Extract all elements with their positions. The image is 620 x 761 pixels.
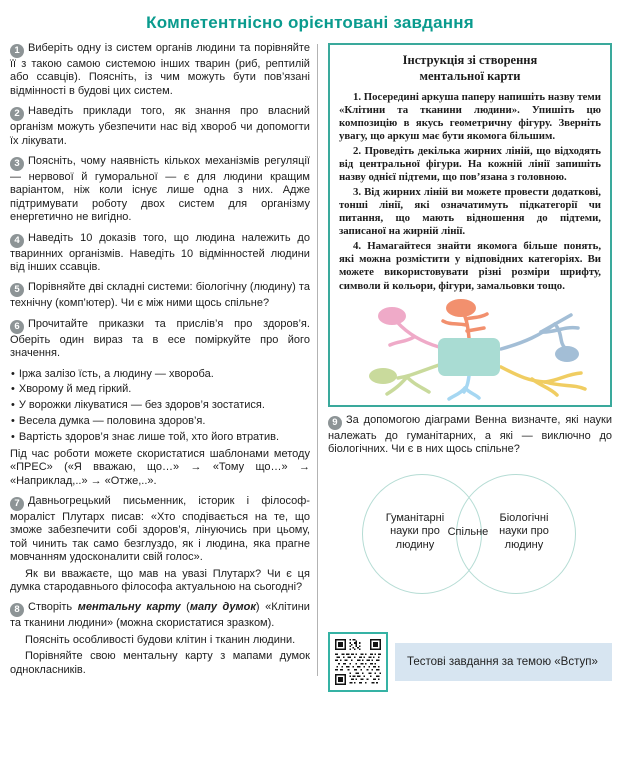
venn-left-label: Гуманітарні науки про людину bbox=[385, 511, 445, 551]
instruction-step-1 bbox=[339, 91, 601, 144]
task-3-number-badge: 3 bbox=[10, 157, 24, 171]
task-9-number-badge: 9 bbox=[328, 416, 342, 430]
test-tasks-label: Тестові завдання за темою «Вступ» bbox=[406, 655, 598, 668]
task-3 bbox=[10, 155, 310, 225]
task-4-number-badge: 4 bbox=[10, 234, 24, 248]
step-3-text: Від жирних ліній ви можете провести додаткові, тонші лінії, які означатимуть підкатегорії чи питання, що мають відношення до підтеми, записаної на жирній лінії. bbox=[338, 185, 602, 238]
task-9 bbox=[328, 414, 612, 457]
task-7-text: Давньогрецький письменник, історик і філософ-мораліст Плутарх писав: «Хто сподівається на те, що зможе забезпечити собі здоров’я, лінуючись при цьому, той чинить так само безглуздо, як і людина, яка прагне мовчанням удосконалити свій голос». bbox=[10, 494, 310, 564]
step-3-number: 3. bbox=[352, 185, 362, 198]
task-8-paragraph-3: Порівняйте свою ментальну карту з мапами думок однокласників. bbox=[10, 650, 310, 676]
task-3-text: Поясніть, чому наявність кількох механізмів регуляції — нервової й гуморальної — є для людини кращим варіантом, ніж коли існує лише одна з них. Адже підтримувати роботу двох систем для організму енергетично не вигідно. bbox=[10, 155, 310, 224]
mindmap-node-bluegray bbox=[555, 346, 579, 362]
mind-map-illustration bbox=[344, 297, 596, 401]
proverb-item bbox=[10, 431, 310, 444]
task-8-number-badge: 8 bbox=[10, 603, 24, 617]
mindmap-node-green bbox=[369, 368, 397, 384]
step-4-text: Намагайтеся знайти якомога більше понять, які можна розмістити у відповідних категоріях. Ви можете використовувати різні розміри шрифту, символи й кольори, фігури, замальовки тощо. bbox=[338, 239, 602, 292]
step-1-number: 1. bbox=[352, 90, 362, 103]
venn-right-label: Біологічні науки про людину bbox=[499, 511, 549, 551]
instruction-box bbox=[328, 43, 612, 407]
task-5-text: Порівняйте дві складні системи: біологічну (людину) та технічну (комп’ютер). Чи є між ними щось спільне? bbox=[10, 281, 310, 310]
test-link-row bbox=[328, 632, 612, 692]
task-1-number-badge: 1 bbox=[10, 44, 24, 58]
task-8-mid: ( bbox=[180, 601, 190, 614]
mindmap-branch-bluegray bbox=[501, 315, 578, 349]
task-8-term-mind-map: мапу думок bbox=[189, 601, 256, 614]
step-4-number: 4. bbox=[352, 239, 362, 252]
task-6 bbox=[10, 318, 310, 361]
task-4 bbox=[10, 232, 310, 275]
task-7-paragraph-2: Як ви вважаєте, що мав на увазі Плутарх? Чи є ця думка стародавнього філософа актуальною на сьогодні? bbox=[10, 567, 310, 593]
proverb-item bbox=[10, 415, 310, 428]
bullet-marker: • bbox=[11, 367, 15, 380]
mindmap-branch-pink bbox=[390, 322, 439, 347]
mindmap-center-node bbox=[438, 338, 500, 376]
step-2-text: Проведіть декілька жирних ліній, що відходять від центральної фігури. На кожній лінії запишіть назву однієї підтеми, що пов’язана з головною. bbox=[338, 144, 602, 184]
proverb-text: Іржа залізо їсть, а людину — хвороба. bbox=[18, 367, 214, 380]
task-8-term-mental-map: ментальну карту bbox=[77, 601, 181, 614]
task-7 bbox=[10, 495, 310, 565]
mindmap-branch-yellow bbox=[501, 367, 585, 395]
instruction-step-2 bbox=[339, 145, 601, 185]
instruction-step-3 bbox=[339, 186, 601, 239]
mindmap-branch-lightblue bbox=[449, 376, 479, 399]
task-8 bbox=[10, 601, 310, 630]
bullet-marker: • bbox=[11, 383, 15, 396]
proverb-text: Хворому й мед гіркий. bbox=[18, 383, 132, 396]
mindmap-node-coral bbox=[446, 299, 476, 317]
tasks-column bbox=[10, 42, 317, 692]
task-9-text: За допомогою діаграми Венна визначте, які науки належать до гуманітарних, а які — виключно до біологічних. Чи є в них щось спільне? bbox=[327, 413, 613, 456]
bullet-marker: • bbox=[11, 414, 15, 427]
proverb-item bbox=[10, 383, 310, 396]
proverb-text: Весела думка — половина здоров’я. bbox=[18, 414, 206, 427]
test-tasks-strip bbox=[395, 643, 612, 681]
venn-diagram bbox=[328, 464, 612, 620]
mindmap-node-pink bbox=[378, 307, 406, 325]
instruction-box-title bbox=[339, 53, 601, 85]
proverb-item bbox=[10, 368, 310, 381]
instruction-title-line-2: ментальної карти bbox=[419, 68, 521, 83]
page-title: Компетентнісно орієнтовані завдання bbox=[146, 13, 474, 32]
instruction-step-4 bbox=[339, 240, 601, 293]
task-5-number-badge: 5 bbox=[10, 283, 24, 297]
two-column-layout bbox=[0, 42, 620, 692]
task-1-text: Виберіть одну із систем органів людини та порівняйте її з такою самою системою інших тварин (риб, рептилій або ссавців). Поясніть, із чим можуть бути пов’язані відмінності в будові цих систем. bbox=[10, 42, 310, 97]
proverb-text: Вартість здоров’я знає лише той, хто його втратив. bbox=[18, 430, 280, 443]
task-8-paragraph-2: Поясніть особливості будови клітин і тканин людини. bbox=[25, 633, 296, 646]
task-2 bbox=[10, 105, 310, 148]
bullet-marker: • bbox=[11, 430, 15, 443]
task-5 bbox=[10, 281, 310, 310]
qr-code bbox=[328, 632, 388, 692]
instruction-title-line-1: Інструкція зі створення bbox=[402, 53, 538, 67]
task-2-text: Наведіть приклади того, як знання про власний організм можуть убезпечити нас від хвороб чи допомогти їх лікувати. bbox=[10, 105, 310, 147]
task-1 bbox=[10, 42, 310, 98]
step-2-number: 2. bbox=[352, 144, 362, 157]
qr-code-pattern bbox=[335, 639, 381, 685]
proverb-item bbox=[10, 399, 310, 412]
task-6-number-badge: 6 bbox=[10, 320, 24, 334]
press-method-note: Під час роботи можете скористатися шаблонами методу «ПРЕС» («Я вважаю, що…» → «Тому що…» → «Наприклад,..» → «Отже,..». bbox=[10, 447, 310, 487]
task-7-number-badge: 7 bbox=[10, 497, 24, 511]
sidebar-column bbox=[324, 42, 612, 692]
step-1-text: Посередині аркуша паперу напишіть назву теми «Клітини та тканини людини». Упишіть цю композицію в якусь геометричну фігуру. Зверніть увагу, що аркуш має бути якомога більшим. bbox=[338, 90, 602, 143]
task-6-text: Прочитайте приказки та прислів’я про здоров’я. Оберіть один вираз та в есе поміркуйте про його значення. bbox=[10, 317, 310, 360]
task-4-text: Наведіть 10 доказів того, що людина належить до тваринних організмів. Наведіть 10 відмінностей людини від інших ссавців. bbox=[10, 231, 310, 274]
task-2-number-badge: 2 bbox=[10, 107, 24, 121]
proverb-text: У ворожки лікуватися — без здоров’я зостатися. bbox=[18, 399, 265, 412]
task-8-tail: ) «Клітини та тканини людини» (можна скористатися зразком). bbox=[10, 601, 310, 630]
bullet-marker: • bbox=[11, 399, 15, 412]
column-divider bbox=[317, 44, 318, 676]
task-8-lead: Створіть bbox=[28, 601, 78, 614]
venn-intersection-label: Спільне bbox=[447, 525, 489, 538]
